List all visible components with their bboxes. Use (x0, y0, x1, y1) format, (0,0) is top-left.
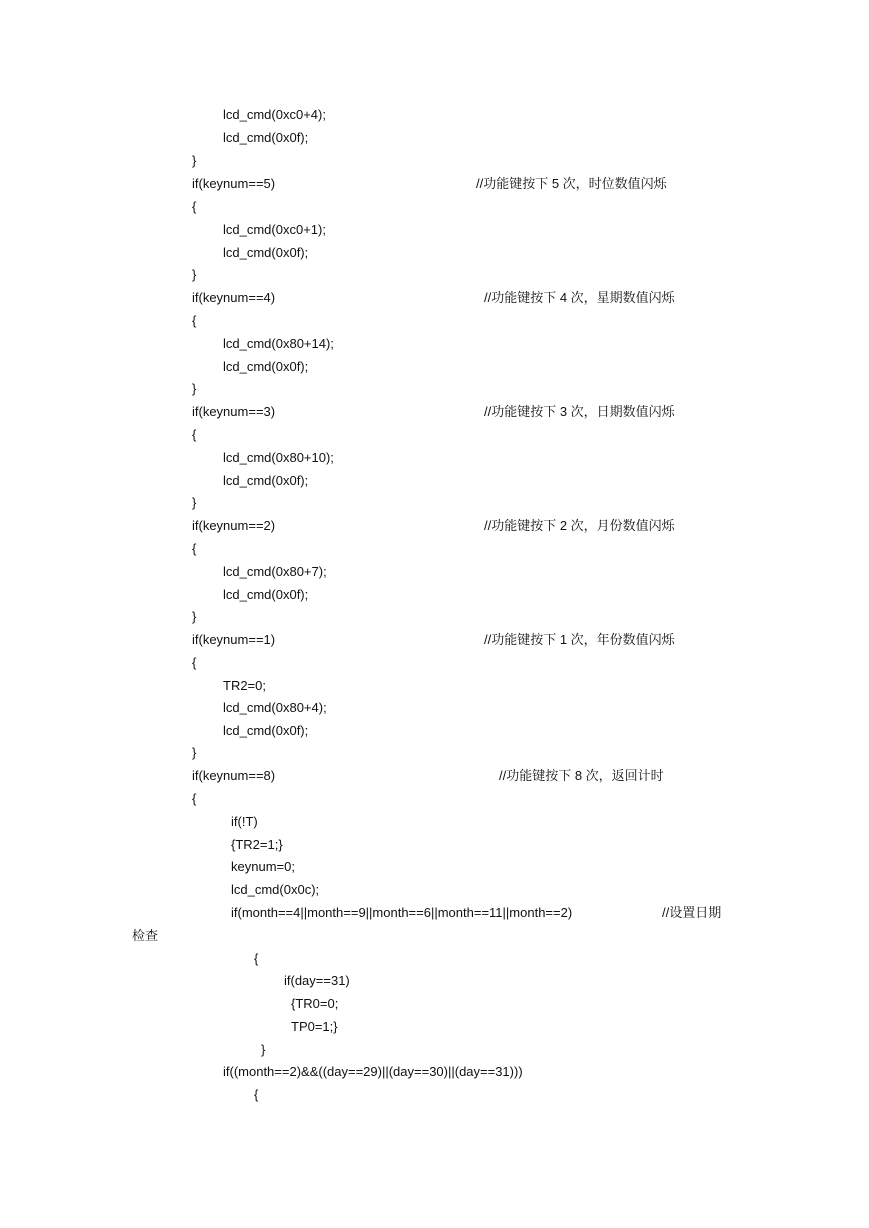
code-line: lcd_cmd(0x0f); (223, 723, 309, 738)
code-line: TR2=0; (223, 678, 266, 693)
code-line: lcd_cmd(0x80+10); (223, 450, 334, 465)
code-comment: //功能键按下 2 次，月份数值闪烁 (484, 518, 675, 533)
code-line: lcd_cmd(0x0f); (223, 587, 309, 602)
code-line: lcd_cmd(0xc0+1); (223, 222, 326, 237)
code-line: lcd_cmd(0x0f); (223, 359, 309, 374)
code-comment: //功能键按下 8 次，返回计时 (499, 768, 664, 783)
code-line: lcd_cmd(0x0c); (231, 882, 320, 897)
code-line: lcd_cmd(0x80+4); (223, 700, 327, 715)
code-line: { (192, 655, 197, 670)
code-line: if(keynum==4) (192, 290, 276, 305)
code-line: } (192, 267, 197, 282)
code-comment: //功能键按下 4 次，星期数值闪烁 (484, 290, 675, 305)
code-line: } (192, 495, 197, 510)
code-line: { (254, 951, 259, 966)
code-line: if(!T) (231, 814, 258, 829)
code-line: lcd_cmd(0x0f); (223, 245, 309, 260)
code-line: lcd_cmd(0x0f); (223, 130, 309, 145)
code-line: if(keynum==2) (192, 518, 276, 533)
code-line: if((month==2)&&((day==29)||(day==30)||(day==31))) (223, 1064, 523, 1079)
code-line: lcd_cmd(0x80+7); (223, 564, 327, 579)
code-line: { (192, 541, 197, 556)
code-line: } (192, 153, 197, 168)
code-line: { (254, 1087, 259, 1102)
code-line: lcd_cmd(0x80+14); (223, 336, 334, 351)
code-line: { (192, 791, 197, 806)
code-line: { (192, 199, 197, 214)
code-comment: //功能键按下 1 次，年份数值闪烁 (484, 632, 675, 647)
code-line: { (192, 313, 197, 328)
code-line: { (192, 427, 197, 442)
code-line: {TR0=0; (291, 996, 339, 1011)
code-line: lcd_cmd(0xc0+4); (223, 107, 326, 122)
code-comment: //功能键按下 3 次，日期数值闪烁 (484, 404, 675, 419)
code-line: TP0=1;} (291, 1019, 338, 1034)
code-line: keynum=0; (231, 859, 295, 874)
code-line: 检查 (132, 928, 159, 943)
code-line: if(keynum==1) (192, 632, 276, 647)
code-line: {TR2=1;} (231, 837, 283, 852)
code-line: } (192, 609, 197, 624)
code-line: if(month==4||month==9||month==6||month==11||month==2) (231, 905, 573, 920)
code-line: lcd_cmd(0x0f); (223, 473, 309, 488)
code-line: } (261, 1042, 266, 1057)
code-line: } (192, 381, 197, 396)
code-comment: //设置日期 (662, 905, 722, 920)
code-line: if(keynum==5) (192, 176, 276, 191)
code-line: if(keynum==8) (192, 768, 276, 783)
code-line: if(day==31) (284, 973, 350, 988)
code-comment: //功能键按下 5 次，时位数值闪烁 (476, 176, 667, 191)
code-line: if(keynum==3) (192, 404, 276, 419)
code-line: } (192, 745, 197, 760)
